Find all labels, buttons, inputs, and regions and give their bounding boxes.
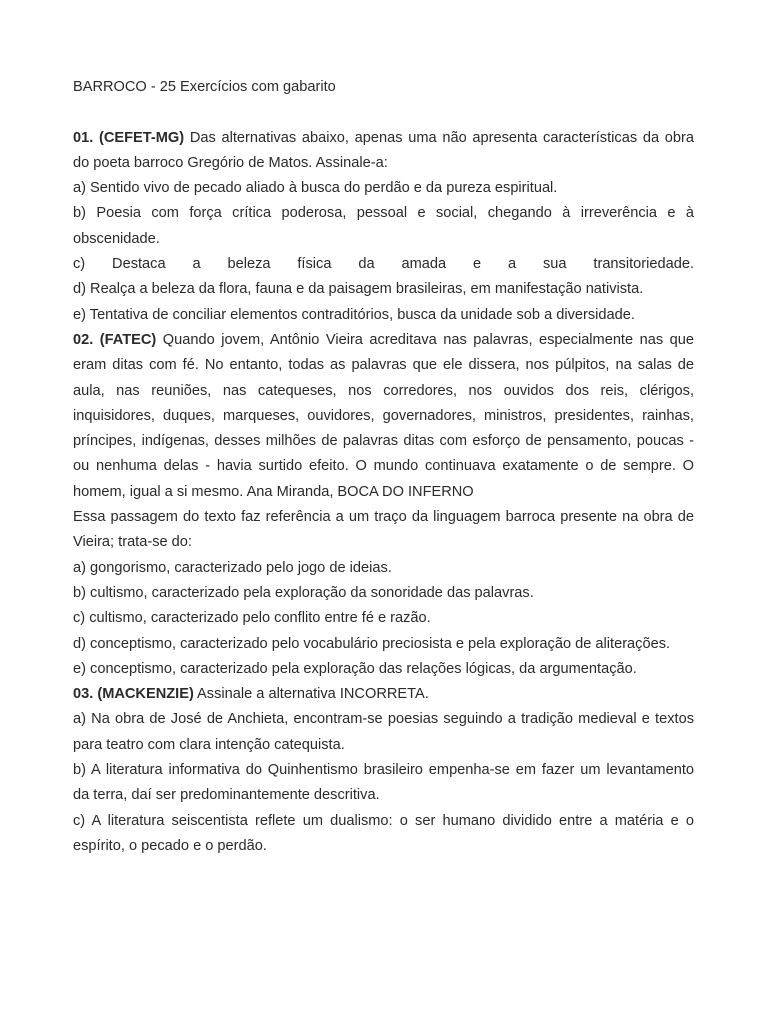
question-1-number: 01. (CEFET-MG)	[73, 129, 185, 146]
blank-line	[73, 100, 694, 125]
question-3-option-c: c) A literatura seiscentista reflete um dualismo: o ser humano dividido entre a matéria e o espírito, o pecado e o perdão.	[73, 812, 694, 854]
question-1-text: Das alternativas abaixo, apenas uma não apresenta características da obra do poeta barroco Gregório de Matos. Assinale-a:	[73, 129, 694, 171]
question-1-option-e: e) Tentativa de conciliar elementos contraditórios, busca da unidade sob a diversidade.	[73, 306, 635, 323]
question-3-text: Assinale a alternativa INCORRETA.	[193, 686, 429, 703]
question-2-text: Quando jovem, Antônio Vieira acreditava nas palavras, especialmente nas que eram ditas com fé. No entanto, todas as palavras que ele dissera, nos púlpitos, na salas de aula, nas reuniões, nas catequeses, nos corredores, nos ouvidos dos reis, clérigos, inquisidores, duques, marqueses, ouvidores, governadores, ministros, presidentes, rainhas, príncipes, indígenas, desses milhões de palavras ditas com esforço de pensamento, poucas - ou nenhuma delas - havia surtido efeito. O mundo continuava exatamente o de sempre. O homem, igual a si mesmo. Ana Miranda, BOCA DO INFERNO	[73, 331, 694, 500]
document-title: BARROCO - 25 Exercícios com gabarito	[73, 79, 336, 95]
question-3-stem	[73, 682, 694, 707]
question-1-option-a: a) Sentido vivo de pecado aliado à busca do perdão e da pureza espiritual.	[73, 180, 558, 197]
question-2-stem	[73, 328, 694, 505]
question-1-option-c: c) Destaca a beleza física da amada e a sua transitoriedade.	[73, 256, 694, 273]
document-page	[73, 75, 694, 859]
question-3-number: 03. (MACKENZIE)	[73, 686, 194, 703]
question-3-option-b: b) A literatura informativa do Quinhentismo brasileiro empenha-se em fazer um levantamento da terra, daí ser predominantemente descritiva.	[73, 762, 694, 804]
question-1-stem	[73, 126, 694, 177]
question-2-number: 02. (FATEC)	[73, 331, 157, 348]
question-1-option-b: b) Poesia com força crítica poderosa, pessoal e social, chegando à irreverência e à obscenidade.	[73, 205, 694, 247]
question-2-prompt: Essa passagem do texto faz referência a um traço da linguagem barroca presente na obra de Vieira; trata-se do:	[73, 509, 694, 551]
question-1-option-d: d) Realça a beleza da flora, fauna e da paisagem brasileiras, em manifestação nativista.	[73, 281, 644, 298]
question-2-option-e: e) conceptismo, caracterizado pela exploração das relações lógicas, da argumentação.	[73, 660, 637, 677]
question-2-option-a: a) gongorismo, caracterizado pelo jogo de ideias.	[73, 559, 392, 576]
question-2-option-c: c) cultismo, caracterizado pelo conflito entre fé e razão.	[73, 610, 431, 627]
question-3-option-a: a) Na obra de José de Anchieta, encontram-se poesias seguindo a tradição medieval e textos para teatro com clara intenção catequista.	[73, 711, 694, 753]
question-2-option-b: b) cultismo, caracterizado pela exploração da sonoridade das palavras.	[73, 584, 534, 601]
question-2-option-d: d) conceptismo, caracterizado pelo vocabulário preciosista e pela exploração de aliterações.	[73, 635, 671, 652]
